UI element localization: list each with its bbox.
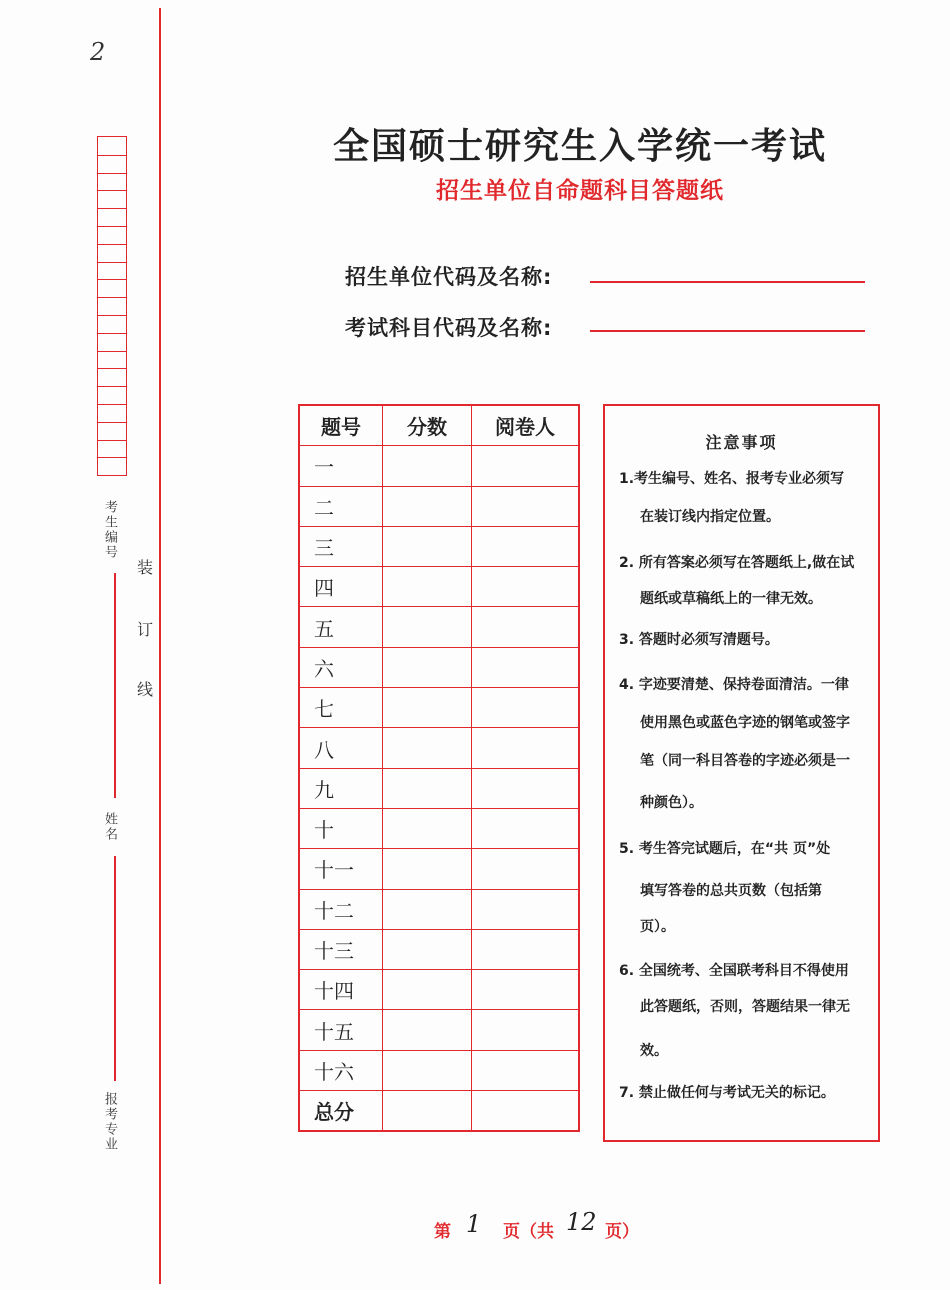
question-number: 十二 (299, 889, 383, 929)
question-number: 十三 (299, 929, 383, 969)
question-number: 六 (299, 647, 383, 687)
note-item-4: 4. 字迹要清楚、保持卷面清洁。一律 使用黑色或蓝色字迹的钢笔或签字 笔（同一科目答卷的字迹必须是一 种颜色）。 (619, 677, 850, 811)
question-row (299, 929, 579, 969)
subject-field-line[interactable] (590, 330, 865, 332)
exam-id-box[interactable] (98, 386, 126, 404)
question-row (299, 768, 579, 808)
exam-id-box[interactable] (98, 137, 126, 155)
question-row (299, 1050, 579, 1090)
question-row (299, 446, 579, 486)
binding-char-zhuang: 装 (137, 558, 154, 577)
exam-id-box[interactable] (98, 422, 126, 440)
page-title: 全国硕士研究生入学统一考试 (332, 126, 827, 167)
question-number: 十四 (299, 970, 383, 1010)
score-cell[interactable] (383, 688, 472, 728)
score-cell[interactable] (383, 849, 472, 889)
exam-id-box[interactable] (98, 155, 126, 173)
exam-id-box[interactable] (98, 457, 126, 475)
question-row (299, 486, 579, 526)
exam-id-box[interactable] (98, 208, 126, 226)
score-cell[interactable] (383, 1010, 472, 1050)
exam-id-box[interactable] (98, 173, 126, 191)
exam-id-boxes[interactable] (97, 136, 127, 476)
question-row (299, 567, 579, 607)
grader-cell[interactable] (472, 728, 580, 768)
question-row (299, 647, 579, 687)
subject-field-label: 考试科目代码及名称: (345, 316, 553, 340)
notes-title: 注意事项 (705, 433, 778, 452)
grader-cell[interactable] (472, 1010, 580, 1050)
name-label: 姓名 (102, 812, 117, 842)
footer-current-page: 1 (466, 1210, 482, 1238)
grader-cell[interactable] (472, 526, 580, 566)
grader-cell[interactable] (472, 849, 580, 889)
question-number: 九 (299, 768, 383, 808)
score-cell[interactable] (383, 1050, 472, 1090)
question-number: 十 (299, 808, 383, 848)
question-number: 十五 (299, 1010, 383, 1050)
note-item-6: 6. 全国统考、全国联考科目不得使用 此答题纸，否则，答题结果一律无 效。 (619, 963, 850, 1059)
footer-suffix: 页） (605, 1222, 639, 1242)
question-row (299, 849, 579, 889)
question-number: 三 (299, 526, 383, 566)
page-subtitle: 招生单位自命题科目答题纸 (436, 178, 724, 204)
grader-cell[interactable] (472, 1050, 580, 1090)
note-item-5: 5. 考生答完试题后，在“共 页”处 填写答卷的总共页数（包括第 页）。 (619, 841, 831, 935)
question-number: 七 (299, 688, 383, 728)
question-number: 四 (299, 567, 383, 607)
footer-total-pages: 12 (566, 1208, 597, 1236)
question-number: 八 (299, 728, 383, 768)
exam-id-label: 考生编号 (102, 500, 117, 560)
grader-cell[interactable] (472, 768, 580, 808)
total-label: 总分 (299, 1091, 383, 1132)
grader-cell[interactable] (472, 889, 580, 929)
question-row (299, 1010, 579, 1050)
score-table (298, 404, 580, 1132)
exam-id-box[interactable] (98, 368, 126, 386)
binding-char-xian: 线 (137, 680, 154, 699)
grader-cell[interactable] (472, 607, 580, 647)
exam-id-box[interactable] (98, 315, 126, 333)
exam-id-box[interactable] (98, 262, 126, 280)
score-cell[interactable] (383, 929, 472, 969)
score-table-header (299, 405, 579, 446)
handwritten-page-number: 2 (90, 38, 106, 66)
note-item-2: 2. 所有答案必须写在答题纸上,做在试 题纸或草稿纸上的一律无效。 (619, 555, 855, 607)
exam-id-box[interactable] (98, 190, 126, 208)
score-cell[interactable] (383, 808, 472, 848)
question-row (299, 808, 579, 848)
grader-cell[interactable] (472, 929, 580, 969)
question-number: 二 (299, 486, 383, 526)
grader-cell[interactable] (472, 446, 580, 486)
header-grader: 阅卷人 (472, 405, 580, 446)
grader-cell[interactable] (472, 486, 580, 526)
header-score: 分数 (383, 405, 472, 446)
exam-id-box[interactable] (98, 279, 126, 297)
score-cell[interactable] (383, 526, 472, 566)
note-item-1: 1.考生编号、姓名、报考专业必须写 在装订线内指定位置。 (619, 471, 845, 525)
score-cell[interactable] (383, 647, 472, 687)
unit-field-label: 招生单位代码及名称: (345, 265, 553, 289)
note-item-7: 7. 禁止做任何与考试无关的标记。 (619, 1085, 835, 1101)
question-number: 五 (299, 607, 383, 647)
score-cell[interactable] (383, 446, 472, 486)
notes-box (603, 404, 880, 1142)
binding-line (159, 8, 161, 1284)
score-cell[interactable] (383, 970, 472, 1010)
score-cell[interactable] (383, 567, 472, 607)
question-row (299, 970, 579, 1010)
name-divider (114, 856, 116, 1081)
exam-id-box[interactable] (98, 351, 126, 369)
question-row (299, 607, 579, 647)
score-cell[interactable] (383, 768, 472, 808)
note-item-3: 3. 答题时必须写清题号。 (619, 632, 779, 648)
exam-id-divider (114, 573, 116, 798)
unit-field-line[interactable] (590, 281, 865, 283)
question-number: 十六 (299, 1050, 383, 1090)
grader-cell[interactable] (472, 647, 580, 687)
score-cell[interactable] (383, 728, 472, 768)
exam-id-box[interactable] (98, 440, 126, 458)
grader-cell[interactable] (472, 970, 580, 1010)
exam-id-box[interactable] (98, 404, 126, 422)
major-label: 报考专业 (102, 1092, 117, 1152)
header-question-no: 题号 (299, 405, 383, 446)
footer-mid: 页（共 (503, 1222, 554, 1242)
exam-id-box[interactable] (98, 226, 126, 244)
exam-id-box[interactable] (98, 244, 126, 262)
footer-prefix: 第 (434, 1222, 451, 1242)
grader-cell[interactable] (472, 1091, 580, 1132)
question-number: 十一 (299, 849, 383, 889)
total-row (299, 1091, 579, 1132)
score-cell[interactable] (383, 1091, 472, 1132)
grader-cell[interactable] (472, 688, 580, 728)
question-row (299, 688, 579, 728)
score-cell[interactable] (383, 607, 472, 647)
grader-cell[interactable] (472, 567, 580, 607)
score-cell[interactable] (383, 889, 472, 929)
exam-id-box[interactable] (98, 297, 126, 315)
grader-cell[interactable] (472, 808, 580, 848)
question-row (299, 728, 579, 768)
question-row (299, 889, 579, 929)
question-row (299, 526, 579, 566)
score-cell[interactable] (383, 486, 472, 526)
question-number: 一 (299, 446, 383, 486)
binding-char-ding: 订 (137, 620, 154, 639)
exam-id-box[interactable] (98, 333, 126, 351)
